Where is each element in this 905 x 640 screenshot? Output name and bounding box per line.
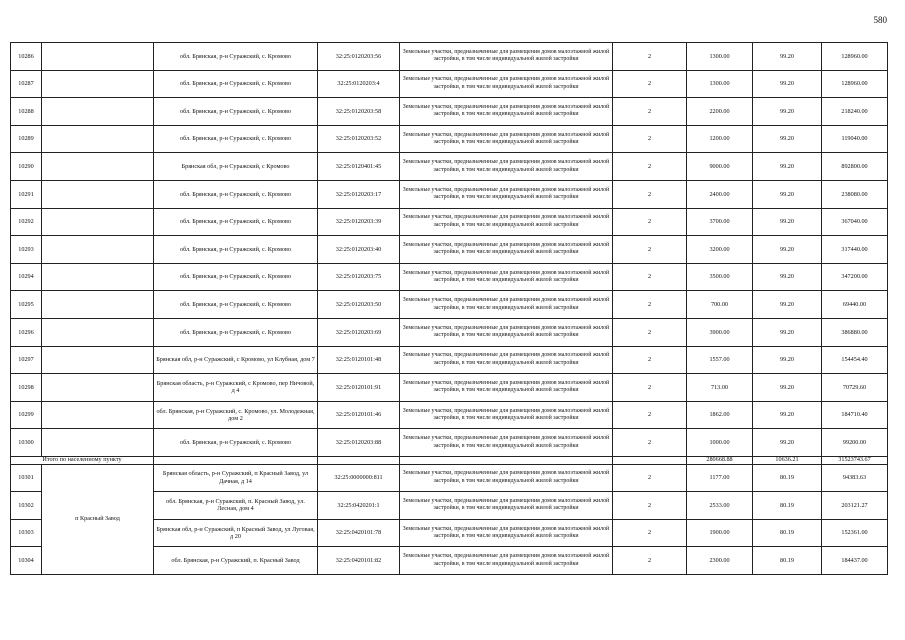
row-id: 10294 (11, 263, 42, 291)
table-row (11, 236, 888, 264)
table-row (11, 153, 888, 181)
row-rate: 99.20 (753, 43, 822, 71)
table-row (11, 180, 888, 208)
table-row (11, 346, 888, 374)
row-area: 2300.00 (687, 547, 753, 575)
row-group: 2 (613, 43, 687, 71)
row-purpose: Земельные участки, предназначенные для размещения домов малоэтажной жилой застройки, в том числе индивидуальной жилой застройки (400, 125, 613, 153)
table-row (11, 263, 888, 291)
row-locality (42, 153, 154, 181)
row-cadastral-number: 32:25:0420201:1 (318, 492, 400, 520)
row-cadastral-number: 32:25:0120203:69 (318, 318, 400, 346)
table-row (11, 429, 888, 457)
row-group: 2 (613, 236, 687, 264)
row-purpose: Земельные участки, предназначенные для размещения домов малоэтажной жилой застройки, в том числе индивидуальной жилой застройки (400, 374, 613, 402)
row-group: 2 (613, 492, 687, 520)
row-locality (42, 401, 154, 429)
row-cadastral-number: 32:25:0120203:52 (318, 125, 400, 153)
row-cadastral-number: 32:25:0120203:75 (318, 263, 400, 291)
row-value: 70729.60 (822, 374, 888, 402)
table-row (11, 464, 888, 492)
total-value: 31523743.67 (822, 456, 888, 464)
row-address: обл. Брянская, р-н Суражский, с. Кромово (154, 429, 318, 457)
row-id: 10299 (11, 401, 42, 429)
row-value: 99200.00 (822, 429, 888, 457)
row-area: 3900.00 (687, 318, 753, 346)
row-address: Брянская область, р-н Суражский, п Красный Завод, ул Дачная, д 14 (154, 464, 318, 492)
row-address: обл. Брянская, р-н Суражский, п. Красный Завод, ул. Лесная, дом 4 (154, 492, 318, 520)
row-value: 203121.27 (822, 492, 888, 520)
row-purpose: Земельные участки, предназначенные для размещения домов малоэтажной жилой застройки, в том числе индивидуальной жилой застройки (400, 519, 613, 547)
row-id: 10302 (11, 492, 42, 520)
row-cadastral-number: 32:25:0000000:811 (318, 464, 400, 492)
row-area: 1557.00 (687, 346, 753, 374)
row-id: 10292 (11, 208, 42, 236)
row-group: 2 (613, 70, 687, 98)
row-locality (42, 180, 154, 208)
row-address: обл. Брянская, р-н Суражский, с. Кромово (154, 43, 318, 71)
row-address: обл. Брянская, р-н Суражский, с. Кромово (154, 236, 318, 264)
row-id: 10291 (11, 180, 42, 208)
row-address: обл. Брянская, р-н Суражский, с. Кромово (154, 70, 318, 98)
row-id: 10290 (11, 153, 42, 181)
row-address: обл. Брянская, р-н Суражский, с. Кромово (154, 208, 318, 236)
row-locality (42, 125, 154, 153)
row-address: Брянская обл, р-н Суражский, с Кромово, ул Клубная, дом 7 (154, 346, 318, 374)
row-id: 10293 (11, 236, 42, 264)
row-locality (42, 43, 154, 71)
row-cadastral-number: 32:25:0120101:48 (318, 346, 400, 374)
row-area: 1300.00 (687, 70, 753, 98)
row-value: 386880.00 (822, 318, 888, 346)
row-group: 2 (613, 547, 687, 575)
row-value: 128960.00 (822, 70, 888, 98)
row-value: 892800.00 (822, 153, 888, 181)
row-cadastral-number: 32:25:0120101:91 (318, 374, 400, 402)
row-rate: 99.20 (753, 125, 822, 153)
table-row (11, 291, 888, 319)
row-purpose: Земельные участки, предназначенные для размещения домов малоэтажной жилой застройки, в том числе индивидуальной жилой застройки (400, 43, 613, 71)
row-id: 10303 (11, 519, 42, 547)
row-value: 367040.00 (822, 208, 888, 236)
row-purpose: Земельные участки, предназначенные для размещения домов малоэтажной жилой застройки, в том числе индивидуальной жилой застройки (400, 291, 613, 319)
row-locality (42, 374, 154, 402)
row-purpose: Земельные участки, предназначенные для размещения домов малоэтажной жилой застройки, в том числе индивидуальной жилой застройки (400, 429, 613, 457)
row-group: 2 (613, 401, 687, 429)
row-address: обл. Брянская, р-н Суражский, п. Красный Завод (154, 547, 318, 575)
row-cadastral-number: 32:25:0120203:56 (318, 43, 400, 71)
page-number: 580 (873, 15, 887, 25)
row-rate: 99.20 (753, 401, 822, 429)
row-rate: 80.19 (753, 519, 822, 547)
row-value: 317440.00 (822, 236, 888, 264)
row-cadastral-number: 32:25:0420101:82 (318, 547, 400, 575)
table-row (11, 125, 888, 153)
row-rate: 99.20 (753, 208, 822, 236)
row-cadastral-number: 32:25:0420101:78 (318, 519, 400, 547)
row-group: 2 (613, 98, 687, 126)
row-locality (42, 291, 154, 319)
row-value: 94383.63 (822, 464, 888, 492)
total-area: 280668.88 (687, 456, 753, 464)
row-value: 119040.00 (822, 125, 888, 153)
row-group: 2 (613, 318, 687, 346)
row-rate: 99.20 (753, 153, 822, 181)
table-row (11, 374, 888, 402)
table-row (11, 98, 888, 126)
row-rate: 99.20 (753, 318, 822, 346)
total-label: Итого по населенному пункту (11, 456, 154, 464)
total-rate: 10636.21 (753, 456, 822, 464)
row-cadastral-number: 32:25:0120203:88 (318, 429, 400, 457)
table-row (11, 318, 888, 346)
row-area: 9000.00 (687, 153, 753, 181)
row-rate: 80.19 (753, 492, 822, 520)
row-group: 2 (613, 263, 687, 291)
row-cadastral-number: 32:25:0120203:39 (318, 208, 400, 236)
row-cadastral-number: 32:25:0120401:45 (318, 153, 400, 181)
row-locality (42, 208, 154, 236)
row-area: 1862.00 (687, 401, 753, 429)
row-area: 1300.00 (687, 43, 753, 71)
row-cadastral-number: 32:25:0120203:40 (318, 236, 400, 264)
row-purpose: Земельные участки, предназначенные для размещения домов малоэтажной жилой застройки, в том числе индивидуальной жилой застройки (400, 346, 613, 374)
row-value: 152361.00 (822, 519, 888, 547)
row-address: Брянская обл, р-н Суражский, п Красный Завод, ул Луговая, д 20 (154, 519, 318, 547)
row-id: 10288 (11, 98, 42, 126)
row-value: 154454.40 (822, 346, 888, 374)
row-id: 10286 (11, 43, 42, 71)
row-address: обл. Брянская, р-н Суражский, с. Кромово (154, 180, 318, 208)
row-purpose: Земельные участки, предназначенные для размещения домов малоэтажной жилой застройки, в том числе индивидуальной жилой застройки (400, 547, 613, 575)
table-row (11, 208, 888, 236)
row-area: 2200.00 (687, 98, 753, 126)
row-rate: 99.20 (753, 374, 822, 402)
row-address: обл. Брянская, р-н Суражский, с. Кромово (154, 125, 318, 153)
row-area: 1177.00 (687, 464, 753, 492)
row-address: обл. Брянская, р-н Суражский, с. Кромово (154, 98, 318, 126)
row-locality (42, 263, 154, 291)
row-purpose: Земельные участки, предназначенные для размещения домов малоэтажной жилой застройки, в том числе индивидуальной жилой застройки (400, 208, 613, 236)
table-row (11, 401, 888, 429)
row-value: 238080.00 (822, 180, 888, 208)
row-purpose: Земельные участки, предназначенные для размещения домов малоэтажной жилой застройки, в том числе индивидуальной жилой застройки (400, 263, 613, 291)
row-purpose: Земельные участки, предназначенные для размещения домов малоэтажной жилой застройки, в том числе индивидуальной жилой застройки (400, 464, 613, 492)
row-value: 218240.00 (822, 98, 888, 126)
row-purpose: Земельные участки, предназначенные для размещения домов малоэтажной жилой застройки, в том числе индивидуальной жилой застройки (400, 180, 613, 208)
row-rate: 99.20 (753, 98, 822, 126)
row-value: 184437.00 (822, 547, 888, 575)
row-group: 2 (613, 208, 687, 236)
table-row (11, 43, 888, 71)
row-area: 2533.00 (687, 492, 753, 520)
row-group: 2 (613, 125, 687, 153)
row-group: 2 (613, 291, 687, 319)
table-row (11, 70, 888, 98)
row-rate: 99.20 (753, 236, 822, 264)
row-address: обл. Брянская, р-н Суражский, с. Кромово (154, 318, 318, 346)
row-id: 10295 (11, 291, 42, 319)
row-rate: 99.20 (753, 291, 822, 319)
row-value: 128960.00 (822, 43, 888, 71)
row-cadastral-number: 32:25:0120203:50 (318, 291, 400, 319)
row-area: 1000.00 (687, 429, 753, 457)
row-address: Брянская область, р-н Суражский, с Кромово, пер Ничовой, д 4 (154, 374, 318, 402)
row-group: 2 (613, 374, 687, 402)
row-rate: 99.20 (753, 429, 822, 457)
row-value: 69440.00 (822, 291, 888, 319)
row-area: 713.00 (687, 374, 753, 402)
row-id: 10296 (11, 318, 42, 346)
row-purpose: Земельные участки, предназначенные для размещения домов малоэтажной жилой застройки, в том числе индивидуальной жилой застройки (400, 98, 613, 126)
row-area: 3200.00 (687, 236, 753, 264)
row-locality (42, 98, 154, 126)
row-area: 1200.00 (687, 125, 753, 153)
row-id: 10289 (11, 125, 42, 153)
total-row (11, 456, 888, 464)
row-cadastral-number: 32:25:0120203:4 (318, 70, 400, 98)
row-locality (42, 318, 154, 346)
row-address: обл. Брянская, р-н Суражский, с. Кромово, ул. Молодежная, дом 2 (154, 401, 318, 429)
row-purpose: Земельные участки, предназначенные для размещения домов малоэтажной жилой застройки, в том числе индивидуальной жилой застройки (400, 236, 613, 264)
row-purpose: Земельные участки, предназначенные для размещения домов малоэтажной жилой застройки, в том числе индивидуальной жилой застройки (400, 70, 613, 98)
row-area: 2400.00 (687, 180, 753, 208)
row-locality (42, 429, 154, 457)
row-value: 184710.40 (822, 401, 888, 429)
locality-name: п Красный Завод (42, 464, 154, 574)
row-purpose: Земельные участки, предназначенные для размещения домов малоэтажной жилой застройки, в том числе индивидуальной жилой застройки (400, 401, 613, 429)
row-group: 2 (613, 464, 687, 492)
row-rate: 80.19 (753, 464, 822, 492)
row-cadastral-number: 32:25:0120203:17 (318, 180, 400, 208)
row-rate: 99.20 (753, 346, 822, 374)
row-group: 2 (613, 429, 687, 457)
row-area: 700.00 (687, 291, 753, 319)
row-area: 1900.00 (687, 519, 753, 547)
row-rate: 99.20 (753, 263, 822, 291)
row-locality (42, 346, 154, 374)
table-body-kromovo (11, 43, 888, 457)
cadastral-value-table (10, 42, 888, 575)
row-cadastral-number: 32:25:0120203:58 (318, 98, 400, 126)
row-cadastral-number: 32:25:0120101:46 (318, 401, 400, 429)
row-group: 2 (613, 519, 687, 547)
row-locality (42, 236, 154, 264)
row-address: Брянская обл, р-н Суражский, с Кромово (154, 153, 318, 181)
row-rate: 99.20 (753, 180, 822, 208)
row-purpose: Земельные участки, предназначенные для размещения домов малоэтажной жилой застройки, в том числе индивидуальной жилой застройки (400, 153, 613, 181)
table-total-section (11, 456, 888, 464)
row-id: 10287 (11, 70, 42, 98)
row-id: 10297 (11, 346, 42, 374)
row-area: 3700.00 (687, 208, 753, 236)
row-rate: 80.19 (753, 547, 822, 575)
row-group: 2 (613, 346, 687, 374)
row-area: 3500.00 (687, 263, 753, 291)
row-value: 347200.00 (822, 263, 888, 291)
table-body-krasny-zavod (11, 464, 888, 574)
row-group: 2 (613, 180, 687, 208)
row-id: 10300 (11, 429, 42, 457)
row-address: обл. Брянская, р-н Суражский, с. Кромово (154, 263, 318, 291)
row-id: 10301 (11, 464, 42, 492)
row-id: 10298 (11, 374, 42, 402)
row-rate: 99.20 (753, 70, 822, 98)
row-locality (42, 70, 154, 98)
row-address: обл. Брянская, р-н Суражский, с. Кромово (154, 291, 318, 319)
row-id: 10304 (11, 547, 42, 575)
row-purpose: Земельные участки, предназначенные для размещения домов малоэтажной жилой застройки, в том числе индивидуальной жилой застройки (400, 318, 613, 346)
row-group: 2 (613, 153, 687, 181)
row-purpose: Земельные участки, предназначенные для размещения домов малоэтажной жилой застройки, в том числе индивидуальной жилой застройки (400, 492, 613, 520)
